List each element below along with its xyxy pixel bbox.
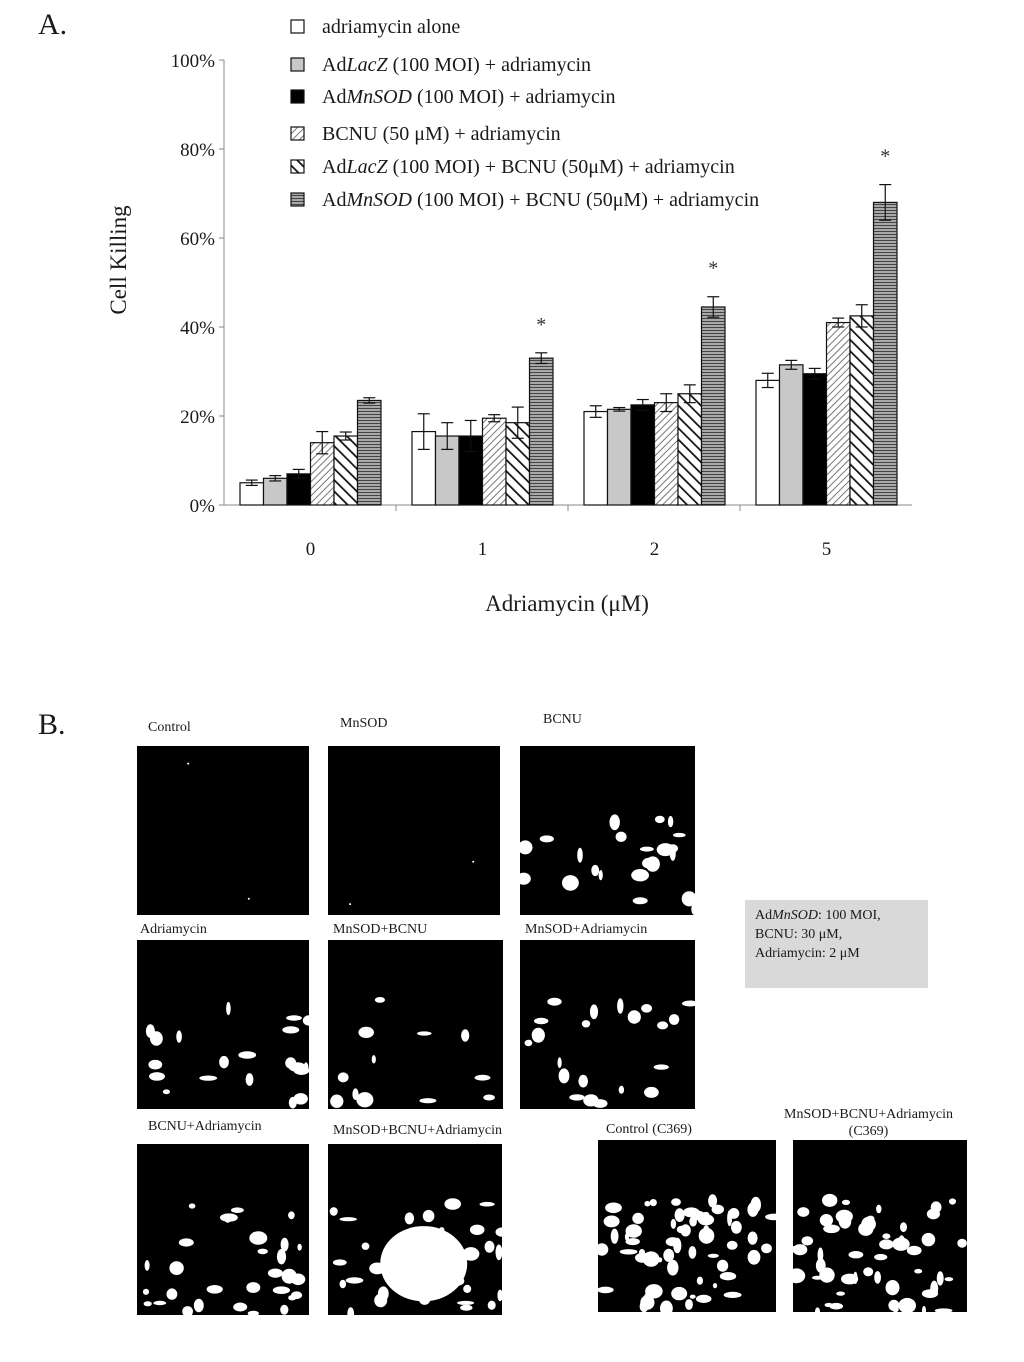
y-tick-label: 0% (189, 496, 215, 517)
x-tick-label: 0 (305, 539, 316, 560)
bar-2-series-2 (608, 409, 632, 505)
y-tick-label: 40% (180, 318, 215, 339)
legend-entry: adriamycin alone (322, 16, 461, 38)
micrograph-adriamycin (137, 940, 309, 1109)
label-control: Control (148, 720, 191, 735)
micrograph-control-c369 (598, 1140, 776, 1312)
legend-swatch (291, 58, 304, 71)
bar-2-series-6 (702, 307, 726, 505)
y-tick-label: 60% (180, 229, 215, 250)
significance-asterisk: * (880, 145, 891, 168)
info-line-1: AdMnSOD: 100 MOI, (755, 908, 881, 923)
cell-killing-bar-chart (0, 0, 1024, 640)
bar-2-series-5 (678, 394, 702, 505)
legend-entry: AdMnSOD (100 MOI) + BCNU (50μM) + adriamycin (322, 189, 760, 211)
y-tick-label: 80% (180, 140, 215, 161)
legend-swatch (291, 160, 304, 173)
y-tick-label: 100% (170, 51, 215, 72)
bar-0-series-5 (334, 436, 358, 505)
label-adriamycin: Adriamycin (140, 922, 207, 937)
legend-swatch (291, 193, 304, 206)
bar-5-series-5 (850, 316, 874, 505)
micrograph-mnsod-bcnu-adriamycin (328, 1144, 502, 1315)
label-mnsod-bcnu: MnSOD+BCNU (333, 922, 428, 937)
significance-asterisk: * (536, 313, 547, 336)
bar-2-series-3 (631, 405, 655, 505)
micrograph-control (137, 746, 309, 915)
x-axis-label: Adriamycin (μM) (485, 591, 649, 616)
legend-entry: AdMnSOD (100 MOI) + adriamycin (322, 86, 616, 108)
x-tick-label: 5 (821, 539, 832, 560)
bar-5-series-4 (827, 323, 851, 505)
label-mnsod: MnSOD (340, 716, 388, 731)
bar-5-series-1 (756, 380, 780, 505)
label-bcnu: BCNU (543, 712, 582, 727)
bar-1-series-4 (483, 418, 507, 505)
legend-entry: AdLacZ (100 MOI) + BCNU (50μM) + adriamycin (322, 156, 735, 178)
y-axis-label: Cell Killing (106, 205, 131, 315)
info-line-3: Adriamycin: 2 μM (755, 946, 860, 961)
micrograph-bcnu (520, 746, 695, 915)
label-mnsod-bcnu-adriamycin-c369: MnSOD+BCNU+Adriamycin (C369) (784, 1107, 954, 1139)
micrograph-mnsod-adriamycin (520, 940, 695, 1109)
panel-a-label: A. (38, 8, 68, 41)
bar-0-series-6 (358, 400, 382, 505)
bar-0-series-2 (264, 478, 288, 505)
bar-2-series-1 (584, 412, 608, 505)
legend-swatch (291, 127, 304, 140)
bar-5-series-3 (803, 374, 827, 505)
treatment-info-box (745, 900, 928, 988)
bar-5-series-2 (780, 365, 804, 505)
bar-1-series-6 (530, 358, 554, 505)
legend-entry: BCNU (50 μM) + adriamycin (322, 123, 561, 145)
bar-0-series-1 (240, 483, 264, 505)
bar-2-series-4 (655, 403, 679, 505)
legend-swatch (291, 90, 304, 103)
x-tick-label: 1 (477, 539, 488, 560)
micrograph-mnsod-bcnu-adriamycin-c369 (793, 1140, 967, 1312)
y-tick-label: 20% (180, 407, 215, 428)
label-control-c369: Control (C369) (606, 1122, 692, 1137)
label-mnsod-adriamycin: MnSOD+Adriamycin (525, 922, 648, 937)
micrograph-mnsod-bcnu (328, 940, 503, 1109)
x-tick-label: 2 (649, 539, 660, 560)
micrograph-bcnu-adriamycin (137, 1144, 309, 1315)
label-bcnu-adriamycin: BCNU+Adriamycin (148, 1119, 262, 1134)
micrograph-mnsod (328, 746, 500, 915)
info-line-2: BCNU: 30 μM, (755, 927, 843, 942)
significance-asterisk: * (708, 257, 719, 280)
chart-legend (291, 16, 759, 211)
legend-entry: AdLacZ (100 MOI) + adriamycin (322, 54, 592, 76)
panel-b-label: B. (38, 708, 66, 741)
legend-swatch (291, 20, 304, 33)
bar-5-series-6 (874, 202, 898, 505)
label-mnsod-bcnu-adriamycin: MnSOD+BCNU+Adriamycin (333, 1123, 503, 1138)
